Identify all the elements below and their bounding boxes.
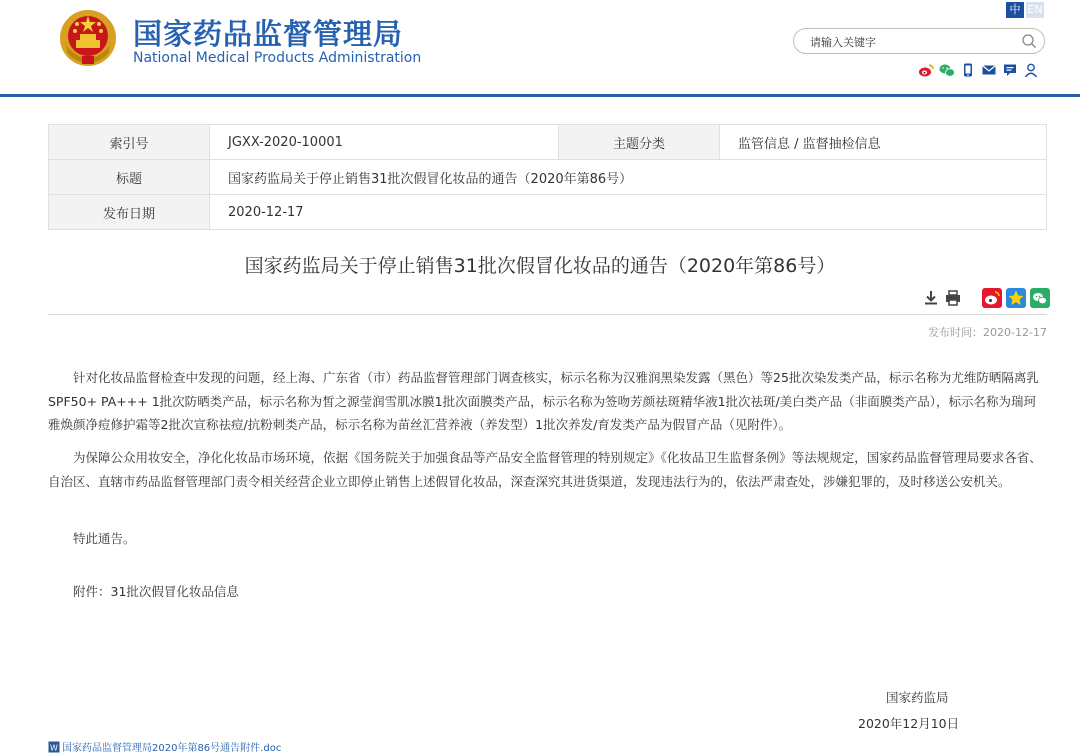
date-label: 发布日期 — [49, 195, 210, 230]
attachment-note: 附件：31批次假冒化妆品信息 — [73, 584, 239, 599]
site-title-english[interactable]: National Medical Products Administration — [133, 50, 422, 66]
svg-text:W: W — [50, 743, 58, 753]
download-icon[interactable] — [922, 289, 940, 311]
index-label: 索引号 — [49, 125, 210, 160]
mail-icon[interactable] — [981, 62, 997, 78]
article-paragraph: 为保障公众用妆安全，净化化妆品市场环境，依据《国务院关于加强食品等产品安全监督管理的特别规定》《化妆品卫生监督条例》等法规规定，国家药品监督管理局要求各省、自治区、直辖市药品监督管理部门责令相关经营企业立即停止销售上述假冒化妆品，深查深究其进货渠道，发现违法行为的，依法严肃查处，涉嫌犯罪的，及时移送公安机关。 — [48, 450, 1042, 489]
attachment-link[interactable] — [48, 739, 281, 754]
header-divider — [0, 94, 1080, 97]
site-title-chinese[interactable]: 国家药品监督管理局 — [133, 17, 404, 51]
wechat-icon[interactable] — [939, 62, 955, 78]
weibo-icon[interactable] — [918, 62, 934, 78]
language-chinese-button[interactable]: 中 — [1006, 2, 1024, 18]
publish-time: 发布时间：2020-12-17 — [928, 326, 1047, 339]
category-label: 主题分类 — [559, 125, 720, 160]
word-doc-icon — [48, 741, 60, 753]
sign-date: 2020年12月10日 — [858, 716, 960, 731]
print-icon[interactable] — [944, 289, 962, 311]
share-weibo-icon[interactable] — [982, 288, 1002, 312]
message-icon[interactable] — [1002, 62, 1018, 78]
title-divider — [48, 314, 1047, 315]
attachment-link-text[interactable]: 国家药品监督管理局2020年第86号通告附件.doc — [62, 743, 282, 754]
search-box[interactable] — [793, 28, 1045, 54]
social-share-bar — [918, 62, 1039, 78]
article-paragraph: 特此通告。 — [73, 531, 136, 546]
article-title: 国家药监局关于停止销售31批次假冒化妆品的通告（2020年第86号） — [244, 255, 836, 277]
article-paragraph: 针对化妆品监督检查中发现的问题，经上海、广东省（市）药品监督管理部门调查核实，标示名称为汉雅润黑染发露（黑色）等25批次染发类产品，标示名称为尤维防晒隔离乳SPF50+ PA+++ 1批次防晒类产品，标示名称为皙之源莹润雪肌冰膜1批次面膜类产品，标示名称为签吻芳颜祛斑精华液1批次祛斑/美白类产品（非面膜类产品），标示名称为瑞珂雅焕颜净痘修护霜等2批次宣称祛痘/抗粉刺类产品，标示名称为苗丝汇营养液（养发型）1批次养发/育发类产品为假冒产品（见附件）。 — [48, 370, 1039, 432]
title-value: 国家药监局关于停止销售31批次假冒化妆品的通告（2020年第86号） — [210, 160, 1047, 195]
title-label: 标题 — [49, 160, 210, 195]
user-icon[interactable] — [1023, 62, 1039, 78]
date-value: 2020-12-17 — [210, 195, 1047, 230]
signature: 国家药监局 — [886, 690, 949, 705]
article-toolbar — [922, 290, 1050, 310]
share-qzone-icon[interactable] — [1006, 288, 1026, 312]
document-info-table — [48, 124, 1047, 230]
share-wechat-icon[interactable] — [1030, 288, 1050, 312]
index-value: JGXX-2020-10001 — [210, 125, 559, 160]
mobile-icon[interactable] — [960, 62, 976, 78]
national-emblem-logo — [58, 8, 118, 68]
search-icon[interactable] — [1021, 33, 1037, 49]
category-value: 监管信息 / 监督抽检信息 — [720, 125, 1047, 160]
language-english-button[interactable]: EN — [1027, 3, 1043, 16]
search-input[interactable] — [808, 32, 1012, 52]
